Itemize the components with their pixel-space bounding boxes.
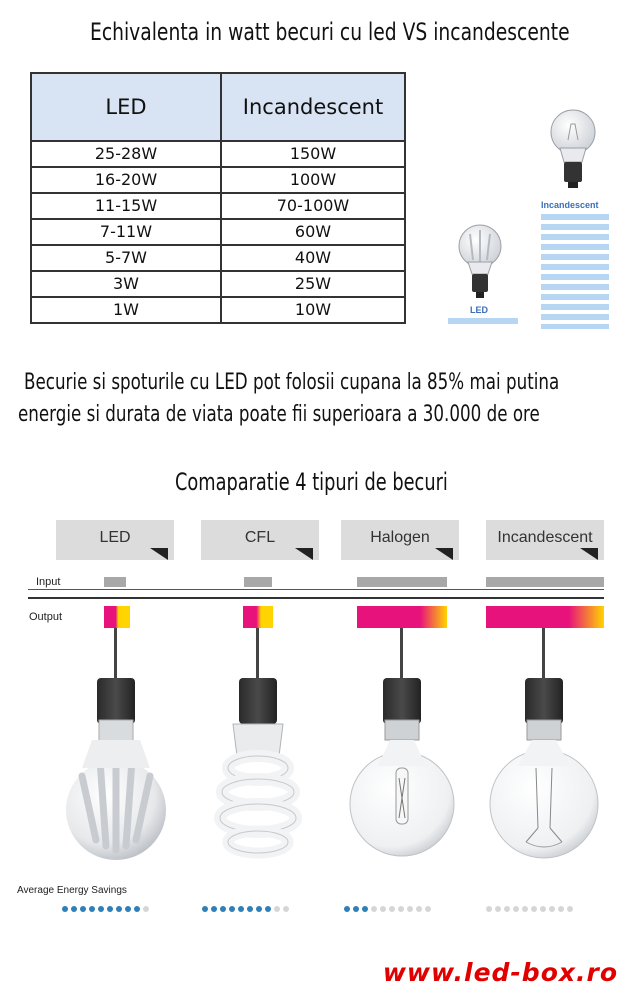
energy-dot	[274, 906, 280, 912]
mini-led-bulb-icon	[459, 225, 501, 298]
energy-dot	[143, 906, 149, 912]
output-bar-halogen	[357, 606, 447, 628]
energy-dots-halogen	[344, 906, 431, 916]
energy-dot	[371, 906, 377, 912]
energy-savings-label: Average Energy Savings	[17, 885, 127, 896]
energy-dot	[247, 906, 253, 912]
tab-cfl	[201, 520, 319, 560]
watt-equivalence-table	[30, 72, 406, 324]
tab-corner-marker	[295, 548, 313, 560]
energy-dots-cfl	[202, 906, 289, 916]
incandescent-watt-cell: 40W	[221, 245, 405, 271]
energy-dot	[238, 906, 244, 912]
table-row	[31, 141, 405, 167]
energy-dot	[116, 906, 122, 912]
energy-dot	[62, 906, 68, 912]
output-bar-cfl	[243, 606, 273, 628]
energy-dot	[344, 906, 350, 912]
led-watt-cell: 5-7W	[31, 245, 221, 271]
energy-dot	[211, 906, 217, 912]
energy-dot	[531, 906, 537, 912]
energy-dot	[125, 906, 131, 912]
table-row	[31, 219, 405, 245]
incandescent-bulb-icon	[490, 628, 598, 858]
input-bar-led	[104, 577, 126, 587]
energy-dot	[220, 906, 226, 912]
output-bar-incandescent	[486, 606, 604, 628]
table-row	[31, 167, 405, 193]
tab-halogen	[341, 520, 459, 560]
energy-dot	[567, 906, 573, 912]
led-bulb-icon	[66, 628, 166, 860]
input-bar-cfl	[244, 577, 272, 587]
mini-incandescent-label: Incandescent	[541, 200, 599, 210]
energy-dot	[513, 906, 519, 912]
energy-dot	[504, 906, 510, 912]
website-link[interactable]: www.led-box.ro	[382, 958, 618, 987]
tab-led-label: LED	[99, 529, 131, 546]
table-header-row	[31, 73, 405, 141]
led-watt-cell: 16-20W	[31, 167, 221, 193]
energy-dots-led	[62, 906, 149, 916]
tab-incandescent-label: Incandescent	[497, 529, 593, 546]
energy-dot	[522, 906, 528, 912]
row-divider	[28, 597, 604, 599]
energy-dot	[71, 906, 77, 912]
energy-dot	[425, 906, 431, 912]
column-header-incandescent: Incandescent	[221, 73, 405, 141]
tab-cfl-label: CFL	[244, 529, 276, 546]
incandescent-watt-cell: 100W	[221, 167, 405, 193]
input-bar-incandescent	[486, 577, 604, 587]
energy-dot	[398, 906, 404, 912]
tab-corner-marker	[435, 548, 453, 560]
energy-dot	[549, 906, 555, 912]
tab-halogen-label: Halogen	[370, 529, 430, 546]
energy-dot	[495, 906, 501, 912]
incandescent-watt-cell: 10W	[221, 297, 405, 323]
energy-dot	[380, 906, 386, 912]
energy-dot	[389, 906, 395, 912]
energy-dot	[407, 906, 413, 912]
cfl-bulb-icon	[220, 628, 296, 853]
energy-dot	[362, 906, 368, 912]
incandescent-watt-cell: 25W	[221, 271, 405, 297]
energy-dots-incandescent	[486, 906, 573, 916]
incandescent-watt-cell: 70-100W	[221, 193, 405, 219]
bulbs-illustration	[0, 628, 640, 883]
mini-led-label: LED	[470, 305, 488, 315]
incandescent-energy-stripes	[541, 214, 609, 329]
table-row	[31, 245, 405, 271]
comparison-title: Comaparatie 4 tipuri de becuri	[175, 468, 448, 496]
incandescent-watt-cell: 60W	[221, 219, 405, 245]
column-header-led: LED	[31, 73, 221, 141]
halogen-bulb-icon	[350, 628, 454, 856]
table-row	[31, 297, 405, 323]
energy-dot	[353, 906, 359, 912]
led-energy-stripe	[448, 318, 518, 324]
led-watt-cell: 3W	[31, 271, 221, 297]
incandescent-watt-cell: 150W	[221, 141, 405, 167]
mini-incandescent-bulb-icon	[551, 110, 595, 188]
energy-dot	[89, 906, 95, 912]
output-bar-led	[104, 606, 130, 628]
table-row	[31, 271, 405, 297]
led-watt-cell: 1W	[31, 297, 221, 323]
tab-corner-marker	[580, 548, 598, 560]
savings-text-line-1: Becurie si spoturile cu LED pot folosii cupana la 85% mai putina	[24, 370, 560, 395]
energy-dot	[283, 906, 289, 912]
energy-dot	[202, 906, 208, 912]
output-row-label: Output	[29, 611, 63, 623]
energy-dot	[98, 906, 104, 912]
tab-corner-marker	[150, 548, 168, 560]
input-bar-halogen	[357, 577, 447, 587]
table-row	[31, 193, 405, 219]
mini-bulb-comparison-graphic	[440, 100, 630, 340]
page-title: Echivalenta in watt becuri cu led VS incandescente	[90, 18, 570, 46]
input-divider	[28, 589, 604, 590]
energy-dot	[486, 906, 492, 912]
energy-dot	[256, 906, 262, 912]
tab-led	[56, 520, 174, 560]
energy-dot	[134, 906, 140, 912]
tab-incandescent	[486, 520, 604, 560]
savings-text-line-2: energie si durata de viata poate fii superioara a 30.000 de ore	[18, 402, 540, 427]
energy-dot	[229, 906, 235, 912]
energy-dot	[416, 906, 422, 912]
energy-dot	[107, 906, 113, 912]
led-watt-cell: 25-28W	[31, 141, 221, 167]
led-watt-cell: 11-15W	[31, 193, 221, 219]
energy-dot	[265, 906, 271, 912]
energy-dot	[80, 906, 86, 912]
energy-dot	[558, 906, 564, 912]
led-watt-cell: 7-11W	[31, 219, 221, 245]
energy-dot	[540, 906, 546, 912]
input-row-label: Input	[36, 576, 61, 588]
